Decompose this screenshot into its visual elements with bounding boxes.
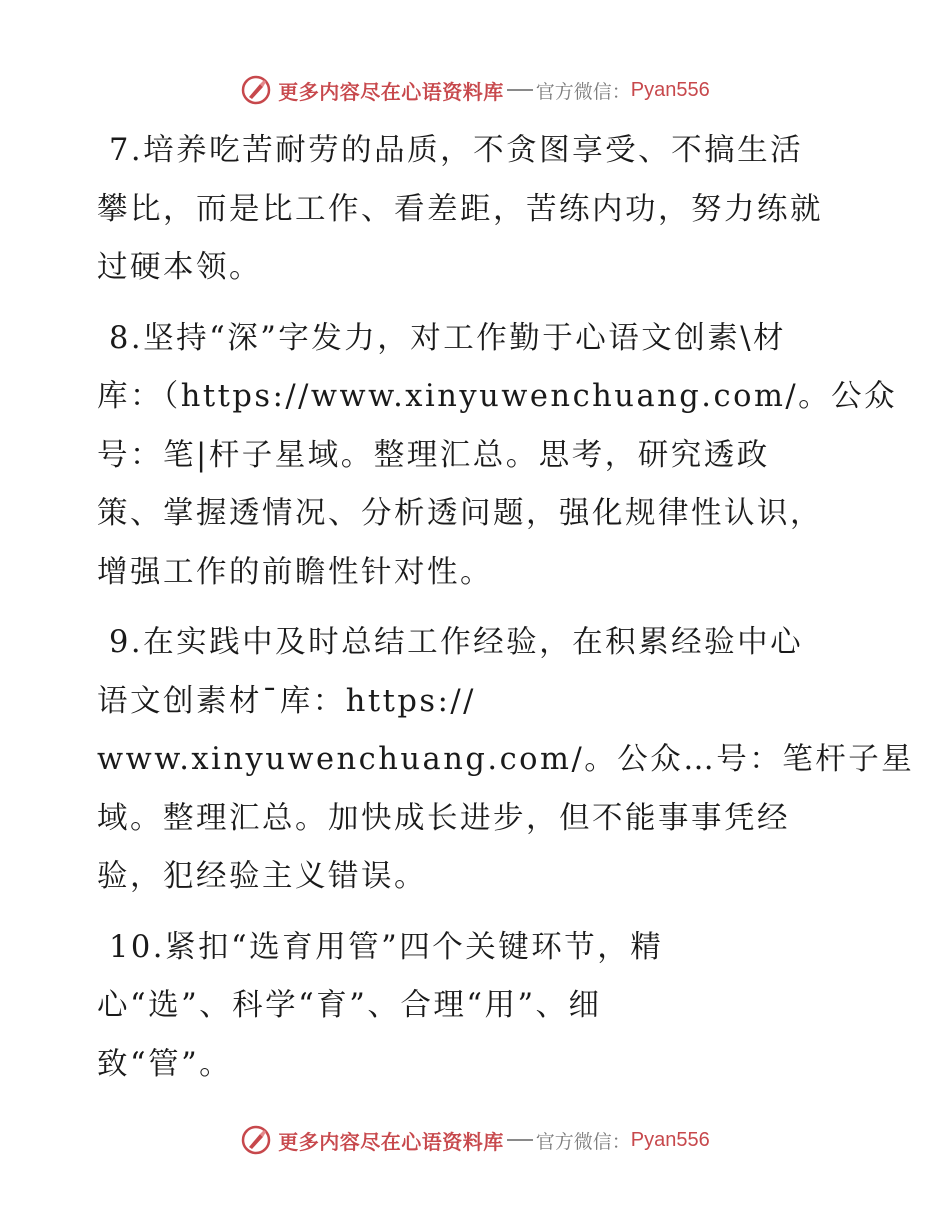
document-body xyxy=(97,122,915,1106)
paragraph-item-9 xyxy=(97,614,915,907)
pen-nib-logo-icon xyxy=(240,74,272,106)
header-banner xyxy=(0,70,950,110)
paragraph-item-7 xyxy=(97,122,867,298)
paragraph-line: 8.坚持“深”字发力，对工作勤于心语文创素\材 xyxy=(109,320,787,356)
paragraph-line: 语文创素材¯库：https:// xyxy=(97,683,476,719)
banner-wechat-label: 官方微信： xyxy=(535,1130,631,1153)
paragraph-line: 攀比，而是比工作、看差距，苦练内功，努力练就 xyxy=(97,191,823,227)
paragraph-line: 心“选”、科学“育”、合理“用”、细 xyxy=(97,988,602,1023)
banner-wechat-label: 官方微信： xyxy=(535,80,631,103)
banner-dash xyxy=(507,1139,533,1141)
banner-dash xyxy=(507,89,533,91)
paragraph-line: 策、掌握透情况、分析透问题，强化规律性认识， xyxy=(97,496,823,531)
paragraph-line: 增强工作的前瞻性针对性。 xyxy=(97,554,493,590)
paragraph-line: 号：笔|杆子星域。整理汇总。思考，研究透政 xyxy=(97,437,770,473)
banner-brand-text: 更多内容尽在心语资料库 xyxy=(278,1129,504,1154)
banner-wechat-id: Pyan556 xyxy=(630,1128,710,1151)
paragraph-line: 过硬本领。 xyxy=(97,250,262,285)
paragraph-line: 域。整理汇总。加快成长进步，但不能事事凭经 xyxy=(97,800,790,836)
banner-wechat-id: Pyan556 xyxy=(630,78,710,101)
paragraph-line: 7.培养吃苦耐劳的品质，不贪图享受、不搞生活 xyxy=(109,133,804,168)
banner-brand-text: 更多内容尽在心语资料库 xyxy=(278,79,504,104)
paragraph-line: www.xinyuwenchuang.com/。公众…号：笔杆子星 xyxy=(97,742,915,777)
paragraph-line: 10.紧扣“选育用管”四个关键环节，精 xyxy=(109,929,664,965)
footer-banner xyxy=(0,1120,950,1160)
paragraph-line: 验，犯经验主义错误。 xyxy=(97,859,427,894)
paragraph-line: 9.在实践中及时总结工作经验，在积累经验中心 xyxy=(109,625,804,660)
paragraph-line: 致“管”。 xyxy=(97,1046,233,1082)
pen-nib-logo-icon xyxy=(240,1124,272,1156)
paragraph-item-8 xyxy=(97,310,898,603)
paragraph-item-10 xyxy=(97,919,867,1095)
paragraph-line: 库：（https://www.xinyuwenchuang.com/。公众 xyxy=(97,379,898,414)
